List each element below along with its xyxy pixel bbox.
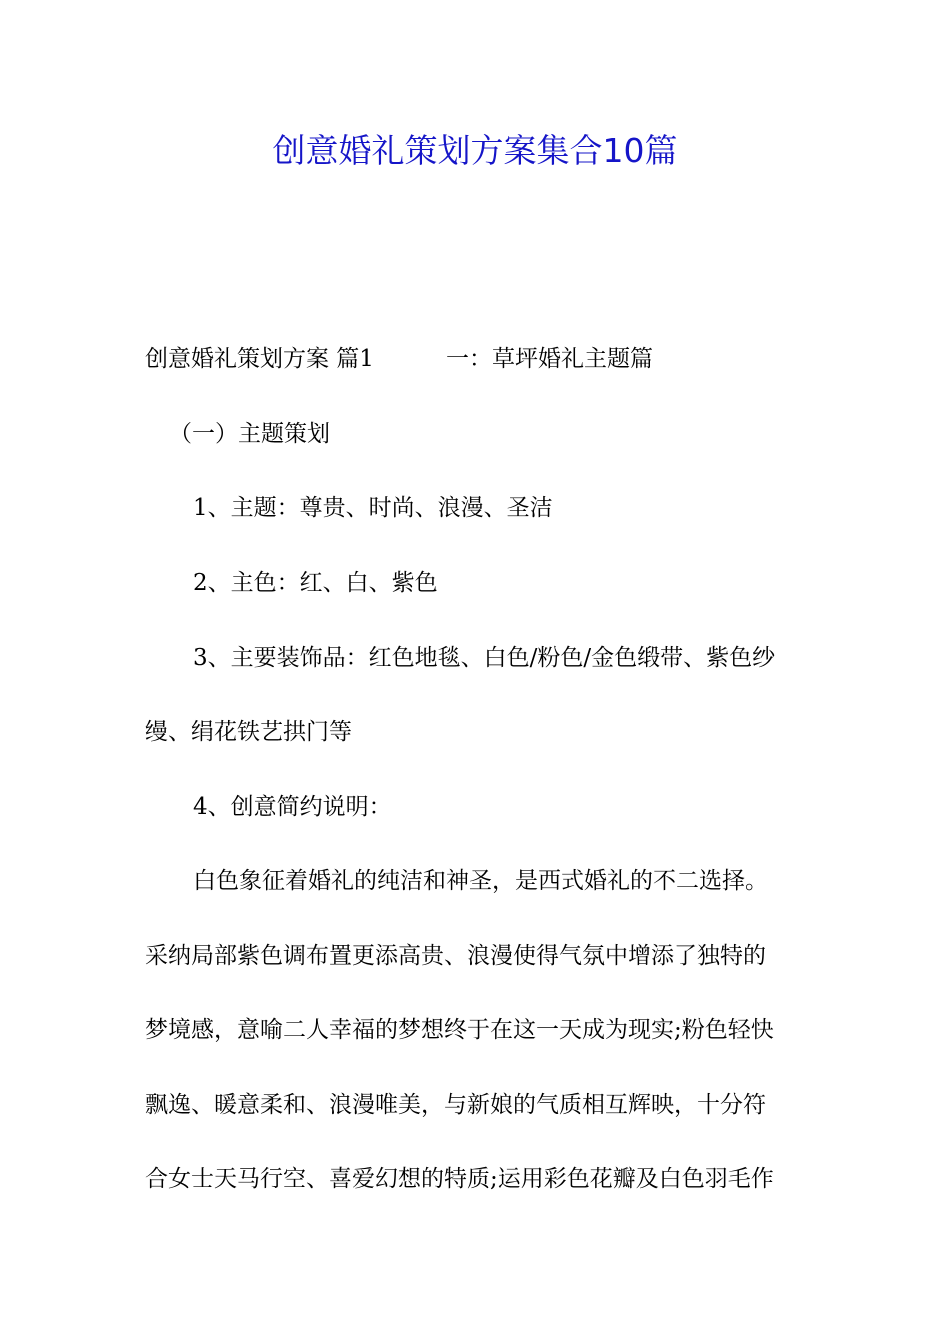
section-heading [145,342,810,376]
paragraph-line-3: 梦境感，意喻二人幸福的梦想终于在这一天成为现实;粉色轻快 [145,1017,774,1043]
sub-heading: （一）主题策划 [169,421,330,447]
paragraph-line-5: 合女士天马行空、喜爱幻想的特质;运用彩色花瓣及白色羽毛作 [145,1166,774,1192]
section-heading-part2: 一：草坪婚礼主题篇 [445,346,653,372]
item-1: 1、主题：尊贵、时尚、浪漫、圣洁 [193,495,553,521]
document-title: 创意婚礼策划方案集合10篇 [272,131,678,170]
item-4: 4、创意简约说明： [193,794,392,820]
item-2: 2、主色：红、白、紫色 [193,570,438,596]
paragraph-line-2: 采纳局部紫色调布置更添高贵、浪漫使得气氛中增添了独特的 [145,943,766,969]
section-heading-part1: 创意婚礼策划方案 篇1 [145,346,374,372]
item-3-continuation: 缦、绢花铁艺拱门等 [145,719,352,745]
paragraph-line-4: 飘逸、暖意柔和、浪漫唯美，与新娘的气质相互辉映，十分符 [145,1092,766,1118]
item-3: 3、主要装饰品：红色地毯、白色/粉色/金色缎带、紫色纱 [193,645,776,671]
paragraph-line-1: 白色象征着婚礼的纯洁和神圣，是西式婚礼的不二选择。 [193,868,768,894]
